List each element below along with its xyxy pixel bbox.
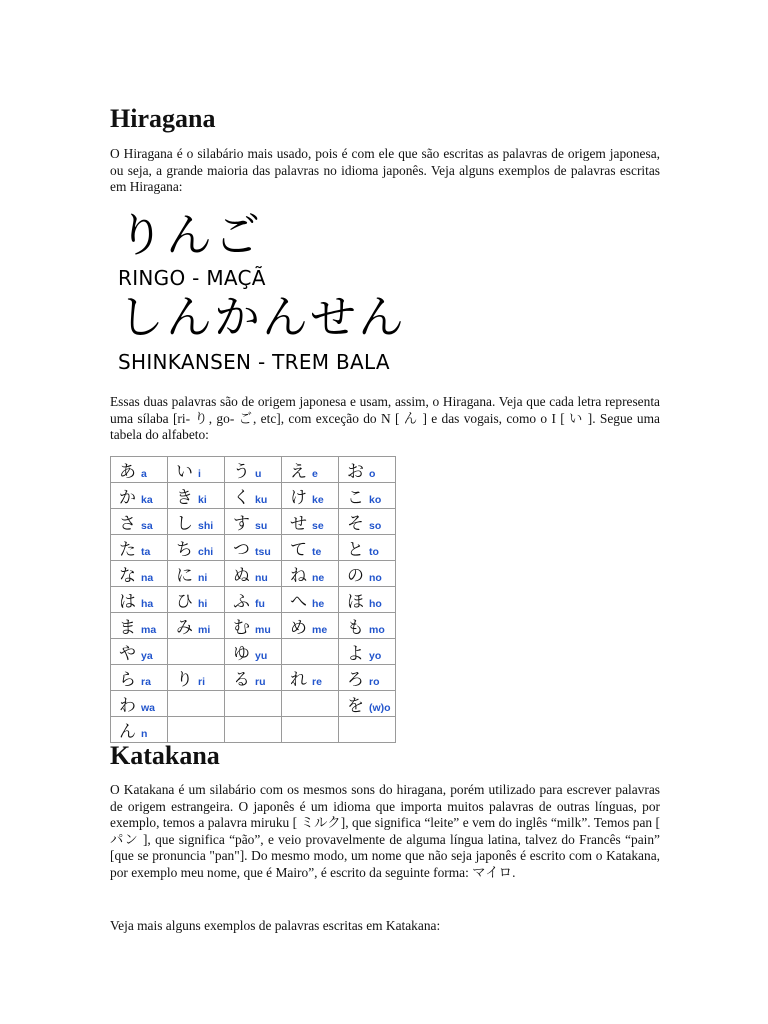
romaji-label: ya	[141, 650, 153, 662]
hiragana-table	[110, 456, 396, 743]
romaji-label: yo	[369, 650, 382, 662]
table-cell	[111, 457, 168, 483]
romaji-label: he	[312, 598, 325, 610]
table-cell	[339, 665, 396, 691]
romaji-label: ku	[255, 494, 268, 506]
romaji-label: ko	[369, 494, 382, 506]
table-cell	[168, 535, 225, 561]
kana-character: す	[233, 514, 250, 534]
kana-character: ま	[119, 618, 136, 638]
table-cell	[225, 665, 282, 691]
table-cell	[282, 535, 339, 561]
table-row	[111, 691, 396, 717]
kana-character: ほ	[347, 592, 364, 612]
romaji-label: chi	[198, 546, 214, 558]
table-cell	[168, 691, 225, 717]
romaji-label: hi	[198, 598, 208, 610]
table-row	[111, 561, 396, 587]
table-row	[111, 457, 396, 483]
table-cell	[339, 509, 396, 535]
romaji-label: i	[198, 468, 201, 480]
table-cell	[282, 561, 339, 587]
romaji-label: se	[312, 520, 324, 532]
table-cell	[225, 483, 282, 509]
table-cell	[339, 691, 396, 717]
kana-character: そ	[347, 514, 364, 534]
romaji-label: shi	[198, 520, 214, 532]
katakana-intro-paragraph: O Katakana é um silabário com os mesmos sons do hiragana, porém utilizado para escrever palavras de origem estrangeira. O japonês é um idioma que importa muitos palavras de outras línguas, por exemplo, temos a palavra miruku [ ミルク], que significa “leite” e vem do inglês “milk”. Temos pan [ パン ], que significa “pão”, e veio provavelmente de alguma língua latina, talvez do Francês “pain” [que se pronuncia "pan"]. Do mesmo modo, um nome que não seja japonês é escrito com o Katakana, por exemplo meu nome, que é Mairo”, é escrito da seguinte forma: マイロ.	[110, 782, 660, 880]
kana-character: ら	[119, 670, 136, 690]
kana-character: ゆ	[233, 644, 250, 664]
kana-character: な	[119, 566, 136, 586]
kana-character: し	[176, 514, 193, 534]
kana-character: と	[347, 540, 364, 560]
table-cell	[282, 587, 339, 613]
kana-character: あ	[119, 462, 136, 482]
table-cell	[111, 561, 168, 587]
romaji-label: me	[312, 624, 328, 636]
table-cell	[339, 587, 396, 613]
kana-character: め	[290, 618, 307, 638]
kana-character: わ	[119, 696, 136, 716]
kana-character: え	[290, 462, 307, 482]
table-row	[111, 717, 396, 743]
kana-character: ね	[290, 566, 307, 586]
table-cell	[111, 535, 168, 561]
kana-character: れ	[290, 670, 307, 690]
table-row	[111, 587, 396, 613]
romaji-label: ke	[312, 494, 324, 506]
romaji-label: ha	[141, 598, 154, 610]
table-cell	[168, 717, 225, 743]
romaji-label: tsu	[255, 546, 271, 558]
table-row	[111, 509, 396, 535]
romaji-label: fu	[255, 598, 265, 610]
table-cell	[168, 509, 225, 535]
kana-character: ち	[176, 540, 193, 560]
table-cell	[111, 639, 168, 665]
kana-character: ろ	[347, 670, 364, 690]
kana-character: ぬ	[233, 566, 250, 586]
kana-character: き	[176, 488, 193, 508]
romaji-label: to	[369, 546, 379, 558]
table-cell	[111, 613, 168, 639]
table-cell	[111, 665, 168, 691]
kana-character: ん	[119, 722, 136, 742]
table-cell	[168, 613, 225, 639]
kana-character: み	[176, 618, 193, 638]
heading-katakana: Katakana	[110, 741, 220, 770]
table-cell	[111, 691, 168, 717]
table-cell	[282, 639, 339, 665]
table-cell	[168, 561, 225, 587]
table-cell	[225, 535, 282, 561]
table-cell	[339, 483, 396, 509]
kana-character: せ	[290, 514, 307, 534]
romaji-label: ra	[141, 676, 151, 688]
kana-character: は	[119, 592, 136, 612]
romaji-label: yu	[255, 650, 268, 662]
romaji-label: o	[369, 468, 376, 480]
table-cell	[168, 639, 225, 665]
kana-character: よ	[347, 644, 364, 664]
romaji-label: a	[141, 468, 147, 480]
romaji-label: nu	[255, 572, 268, 584]
kana-character: く	[233, 488, 250, 508]
romaji-label: te	[312, 546, 322, 558]
table-cell	[168, 483, 225, 509]
table-cell	[168, 587, 225, 613]
romaji-label: (w)o	[369, 702, 391, 714]
kana-character: け	[290, 488, 307, 508]
example-caption-ringo: RINGO - MAÇÃ	[118, 266, 266, 290]
kana-character: た	[119, 540, 136, 560]
kana-character: る	[233, 670, 250, 690]
table-cell	[282, 717, 339, 743]
hiragana-intro-paragraph: O Hiragana é o silabário mais usado, pois é com ele que são escritas as palavras de origem japonesa, ou seja, a grande maioria das palavras no idioma japonês. Veja alguns exemplos de palavras escritas em Hiragana:	[110, 146, 660, 195]
kana-character: さ	[119, 514, 136, 534]
romaji-label: mu	[255, 624, 271, 636]
kana-character: こ	[347, 488, 364, 508]
table-cell	[282, 457, 339, 483]
table-cell	[225, 639, 282, 665]
table-cell	[282, 483, 339, 509]
romaji-label: mi	[198, 624, 211, 636]
example-caption-shinkansen: SHINKANSEN - TREM BALA	[118, 350, 390, 374]
romaji-label: ru	[255, 676, 266, 688]
kana-character: お	[347, 462, 364, 482]
table-cell	[339, 613, 396, 639]
romaji-label: re	[312, 676, 322, 688]
romaji-label: ni	[198, 572, 208, 584]
kana-character: の	[347, 566, 364, 586]
table-cell	[282, 691, 339, 717]
table-cell	[111, 587, 168, 613]
romaji-label: wa	[141, 702, 156, 714]
kana-character: む	[233, 618, 250, 638]
romaji-label: ka	[141, 494, 153, 506]
table-cell	[282, 613, 339, 639]
table-cell	[225, 691, 282, 717]
romaji-label: sa	[141, 520, 153, 532]
kana-character: へ	[290, 592, 307, 612]
kana-character: つ	[233, 540, 250, 560]
table-row	[111, 613, 396, 639]
table-cell	[168, 457, 225, 483]
table-cell	[282, 665, 339, 691]
kana-character: う	[233, 462, 250, 482]
table-cell	[339, 535, 396, 561]
table-cell	[282, 509, 339, 535]
table-cell	[225, 457, 282, 483]
example-kana-ringo: りんご	[118, 208, 262, 262]
table-row	[111, 665, 396, 691]
table-cell	[225, 509, 282, 535]
heading-hiragana: Hiragana	[110, 104, 216, 133]
table-cell	[225, 561, 282, 587]
romaji-label: na	[141, 572, 154, 584]
romaji-label: ta	[141, 546, 151, 558]
table-cell	[168, 665, 225, 691]
romaji-label: u	[255, 468, 262, 480]
kana-character: に	[176, 566, 193, 586]
kana-character: を	[347, 696, 364, 716]
romaji-label: ma	[141, 624, 157, 636]
table-cell	[339, 457, 396, 483]
kana-character: も	[347, 618, 364, 638]
table-cell	[111, 509, 168, 535]
table-cell	[339, 639, 396, 665]
romaji-label: ki	[198, 494, 207, 506]
table-row	[111, 535, 396, 561]
table-cell	[225, 587, 282, 613]
romaji-label: no	[369, 572, 382, 584]
table-cell	[225, 613, 282, 639]
table-cell	[339, 561, 396, 587]
romaji-label: ho	[369, 598, 382, 610]
table-row	[111, 483, 396, 509]
kana-character: や	[119, 644, 136, 664]
kana-character: て	[290, 540, 307, 560]
romaji-label: ro	[369, 676, 380, 688]
romaji-label: so	[369, 520, 382, 532]
hiragana-explanation-paragraph: Essas duas palavras são de origem japonesa e usam, assim, o Hiragana. Veja que cada letra representa uma sílaba [ri- り, go- ご, etc], com exceção do N [ ん ] e das vogais, como o I [ い ]. Segue uma tabela do alfabeto:	[110, 394, 660, 443]
table-cell	[339, 717, 396, 743]
kana-character: ふ	[233, 592, 250, 612]
table-row	[111, 639, 396, 665]
table-cell	[225, 717, 282, 743]
romaji-label: n	[141, 728, 148, 740]
romaji-label: ne	[312, 572, 325, 584]
katakana-more-paragraph: Veja mais alguns exemplos de palavras escritas em Katakana:	[110, 918, 441, 933]
romaji-label: ri	[198, 676, 206, 688]
kana-character: り	[176, 670, 193, 690]
kana-character: い	[176, 462, 193, 482]
kana-character: ひ	[176, 592, 193, 612]
romaji-label: su	[255, 520, 268, 532]
table-cell	[111, 483, 168, 509]
kana-character: か	[119, 488, 136, 508]
example-kana-shinkansen: しんかんせん	[118, 290, 406, 344]
table-cell	[111, 717, 168, 743]
romaji-label: mo	[369, 624, 385, 636]
romaji-label: e	[312, 468, 318, 480]
